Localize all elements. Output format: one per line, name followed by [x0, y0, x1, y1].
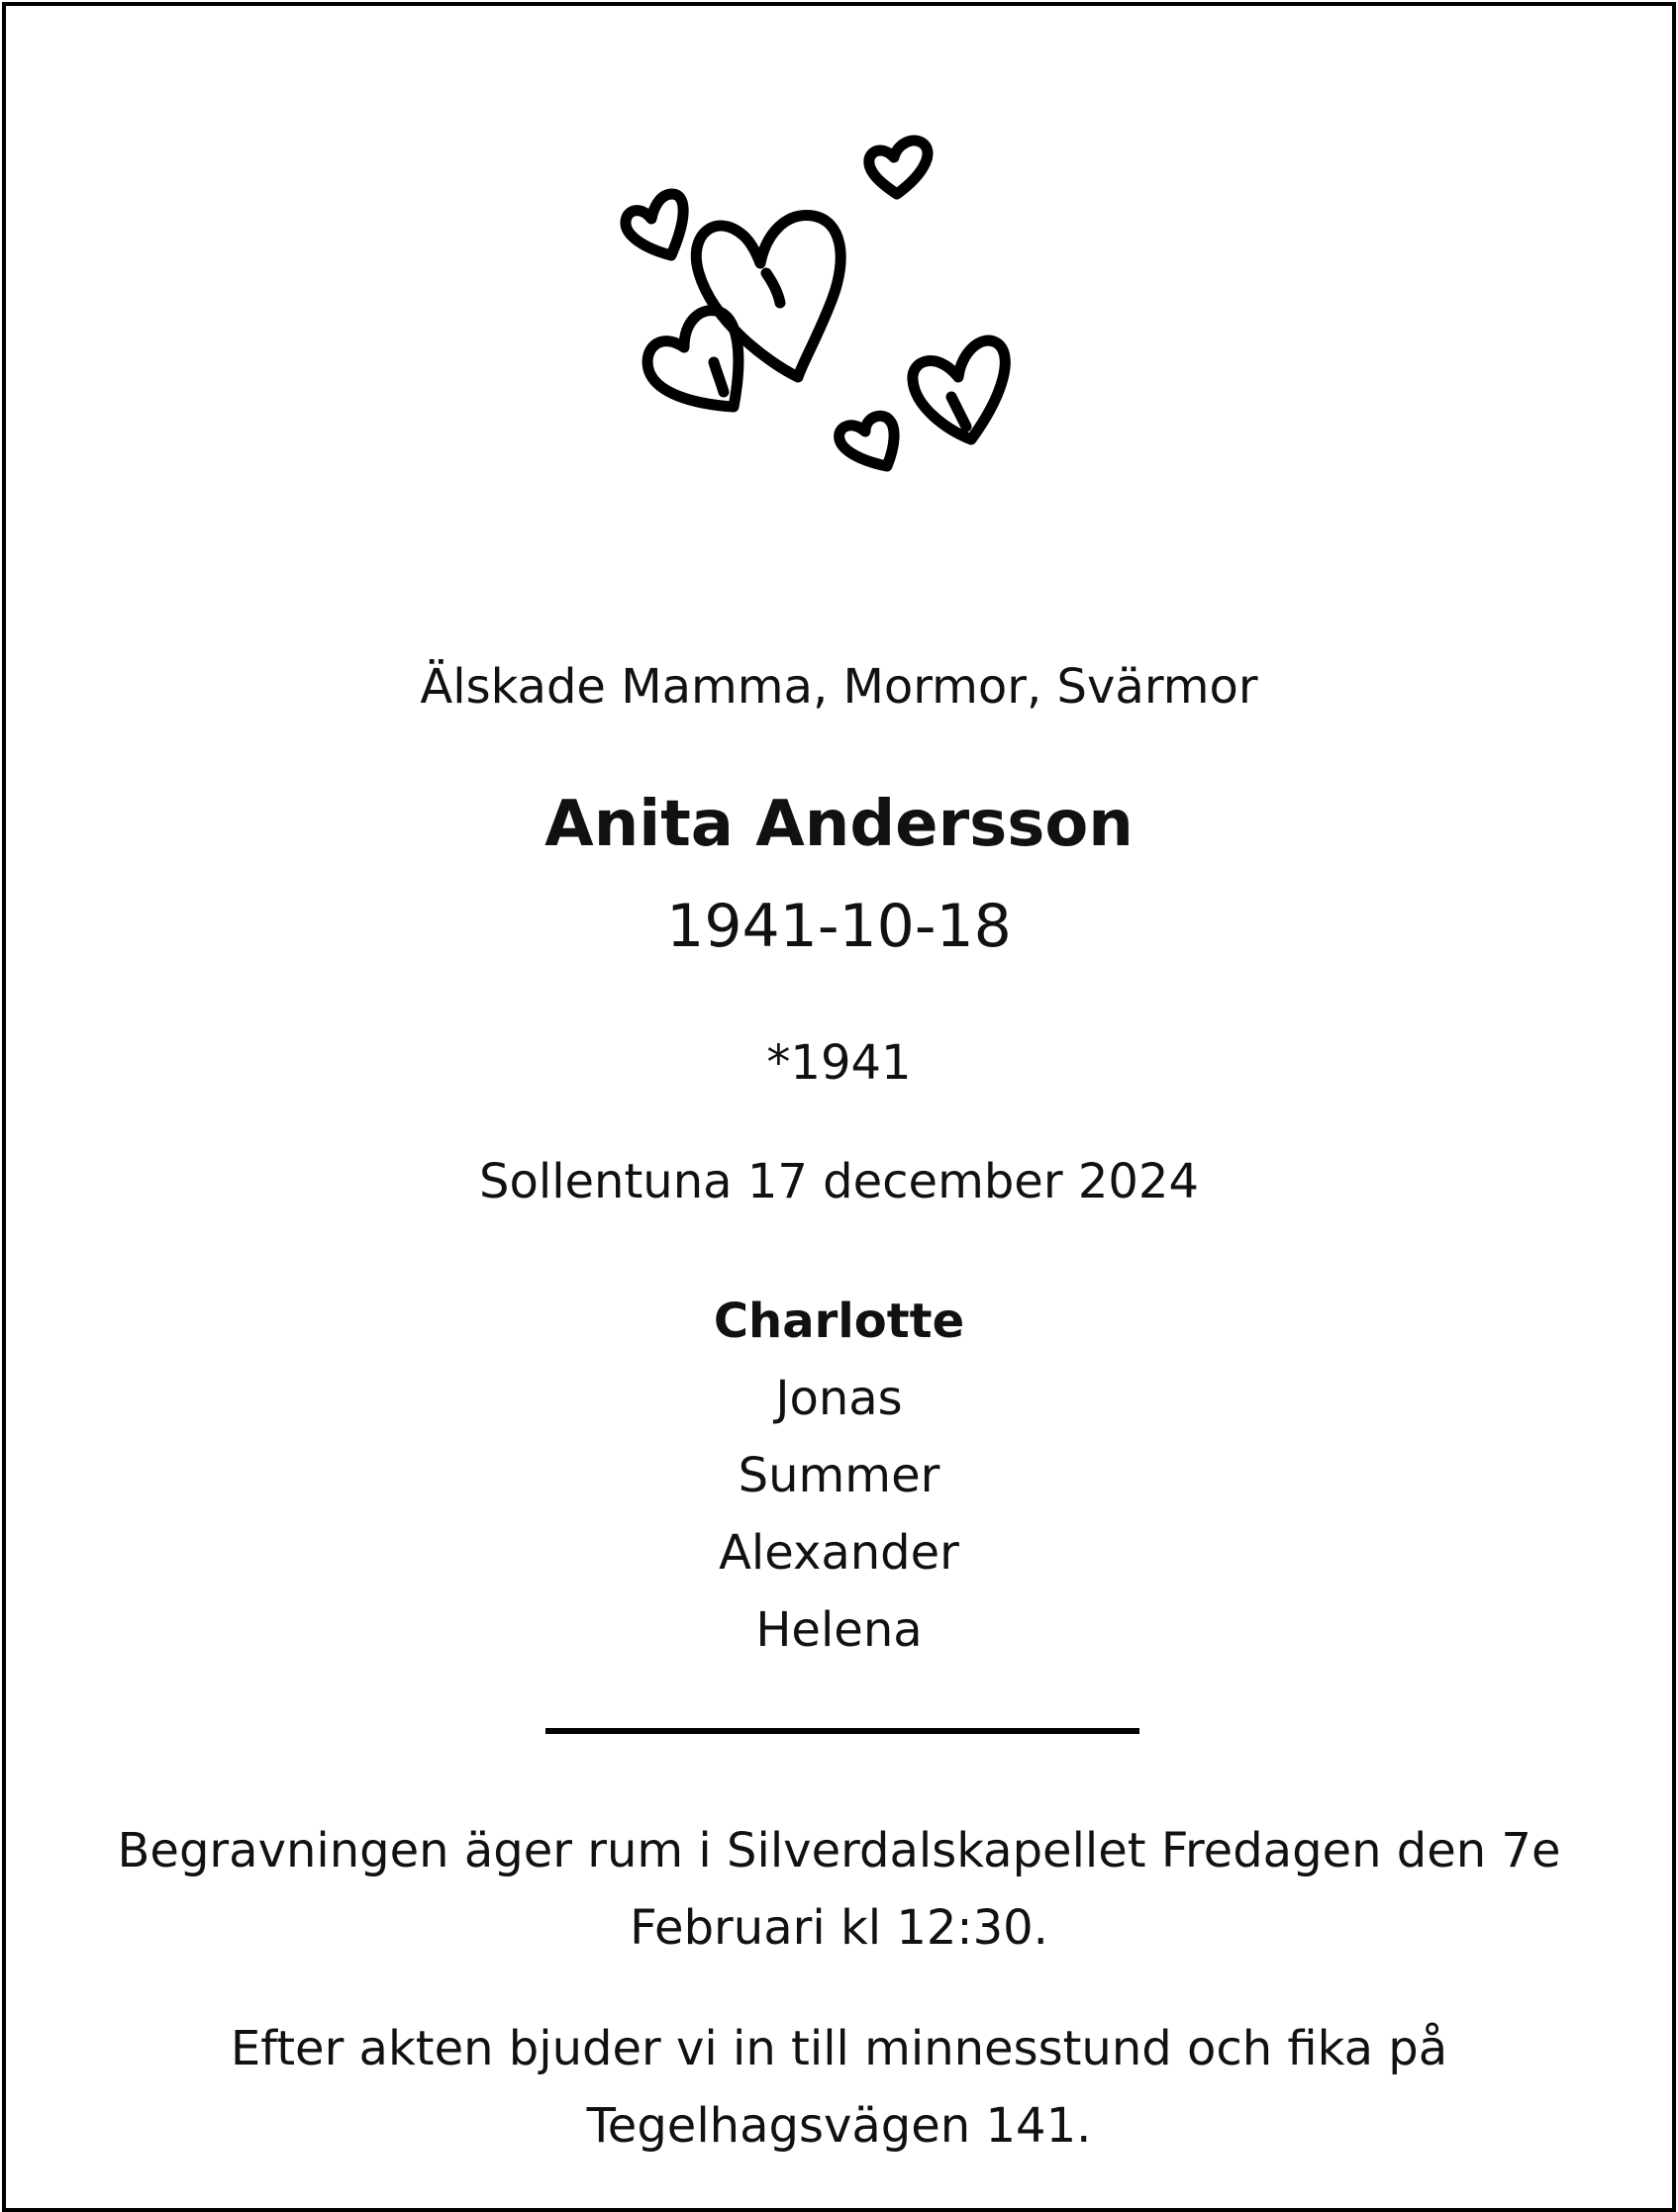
signers-list: [6, 1283, 1672, 1669]
birth-year: *1941: [766, 1035, 912, 1091]
deceased-date: 1941-10-18: [666, 892, 1012, 961]
hearts-icon: [600, 125, 1095, 540]
place-and-date-of-death: Sollentuna 17 december 2024: [479, 1154, 1199, 1209]
heart-icon-bottom-right: [913, 340, 1005, 439]
heart-icon-small-top-right: [869, 141, 928, 194]
reception-info: Efter akten bjuder vi in till minnesstund och fika på Tegelhagsvägen 141.: [230, 2021, 1448, 2154]
heart-icon-large: [696, 216, 840, 377]
signer-name: Charlotte: [713, 1294, 965, 1349]
signer-name: Helena: [755, 1602, 923, 1658]
divider-line: [545, 1728, 1139, 1734]
signer-name: Summer: [738, 1448, 940, 1503]
signer-name: Jonas: [775, 1371, 903, 1426]
heart-icon-bottom-center: [839, 416, 894, 466]
deceased-name: Anita Andersson: [544, 788, 1134, 861]
signer-name: Alexander: [719, 1525, 959, 1581]
heart-icon-small-top-left: [626, 194, 683, 255]
intro-line: Älskade Mamma, Mormor, Svärmor: [420, 659, 1258, 715]
funeral-info: Begravningen äger rum i Silverdalskapellet Fredagen den 7e Februari kl 12:30.: [117, 1823, 1561, 1956]
obituary-frame: [2, 2, 1676, 2212]
